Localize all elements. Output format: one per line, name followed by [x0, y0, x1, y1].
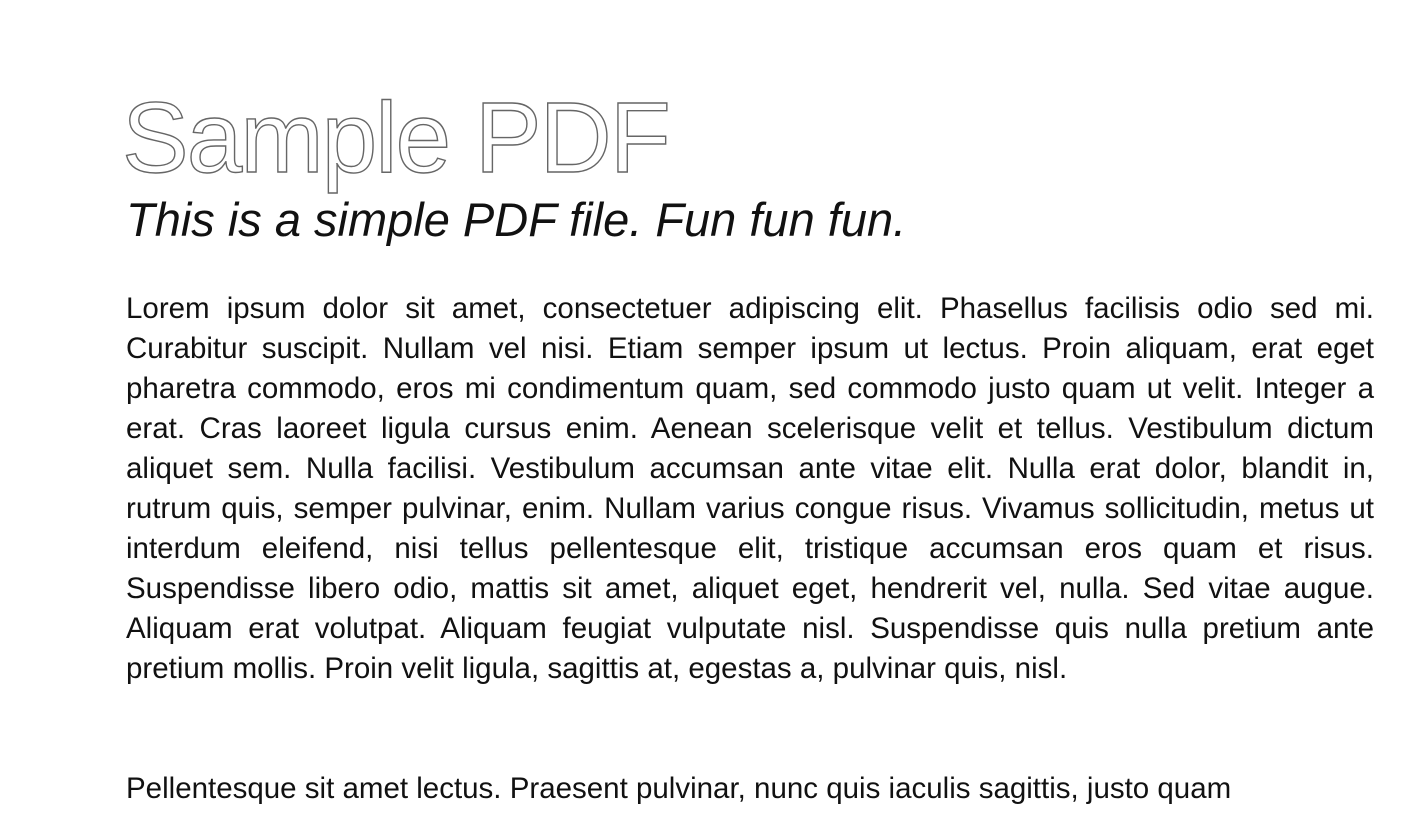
document-title: Sample PDF: [122, 82, 669, 194]
body-paragraph-2: Pellentesque sit amet lectus. Praesent pulvinar, nunc quis iaculis sagittis, justo quam: [126, 772, 1232, 805]
document-subtitle: This is a simple PDF file. Fun fun fun.: [126, 193, 907, 246]
body-paragraph-1: Lorem ipsum dolor sit amet, consectetuer adipiscing elit. Phasellus facilisis odio sed mi. Curabitur suscipit. Nullam vel nisi. Etiam semper ipsum ut lectus. Proin aliquam, erat eget pharetra commodo, eros mi condimentum quam, sed commodo justo quam ut velit. Integer a erat. Cras laoreet ligula cursus enim. Aenean scelerisque velit et tellus. Vestibulum dictum aliquet sem. Nulla facilisi. Vestibulum accumsan ante vitae elit. Nulla erat dolor, blandit in, rutrum quis, semper pulvinar, enim. Nullam varius congue risus. Vivamus sollicitudin, metus ut interdum eleifend, nisi tellus pellentesque elit, tristique accumsan eros quam et risus. Suspendisse libero odio, mattis sit amet, aliquet eget, hendrerit vel, nulla. Sed vitae augue. Aliquam erat volutpat. Aliquam feugiat vulputate nisl. Suspendisse quis nulla pretium ante pretium mollis. Proin velit ligula, sagittis at, egestas a, pulvinar quis, nisl.: [126, 292, 1374, 685]
